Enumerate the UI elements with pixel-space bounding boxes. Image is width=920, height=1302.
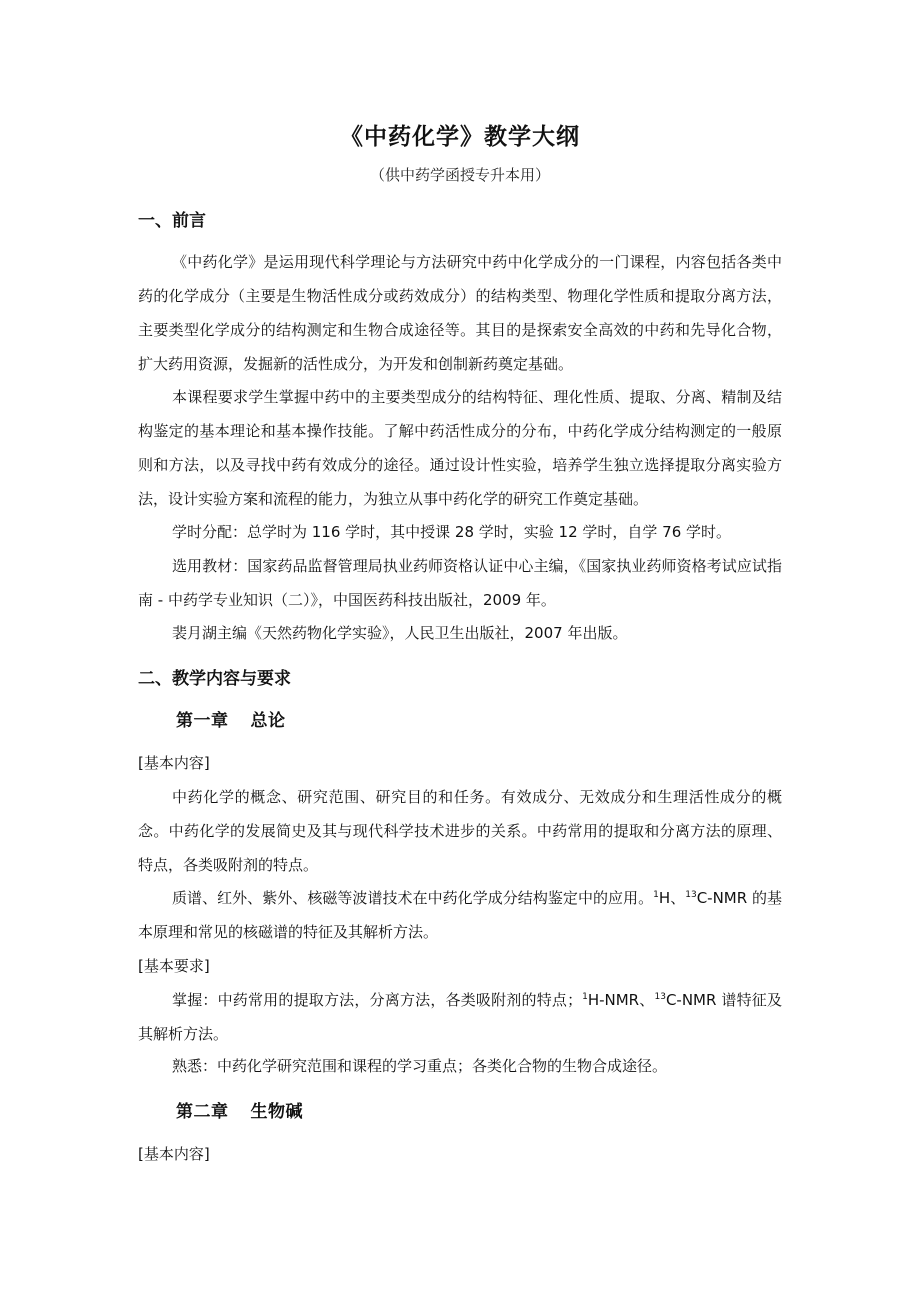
basic-content-tag: [基本内容] <box>138 754 210 772</box>
chapter-1-heading <box>176 706 286 731</box>
hours-paragraph: 学时分配：总学时为 116 学时，其中授课 28 学时，实验 12 学时，自学 76 学时。 <box>172 523 732 541</box>
chapter-1-content-1: 中药化学的概念、研究范围、研究目的和任务。有效成分、无效成分和生理活性成分的概念。中药化学的发展简史及其与现代科学技术进步的关系。中药常用的提取和分离方法的原理、特点，各类吸附剂的特点。 <box>138 788 782 874</box>
chapter-1-familiar: 熟悉：中药化学研究范围和课程的学习重点；各类化合物的生物合成途径。 <box>172 1057 668 1075</box>
textbook-paragraph-1: 选用教材：国家药品监督管理局执业药师资格认证中心主编，《国家执业药师资格考试应试指南 - 中药学专业知识（二）》，中国医药科技出版社，2009 年。 <box>138 557 782 609</box>
chapter-2-heading <box>176 1097 303 1122</box>
intro-paragraph-1: 《中药化学》是运用现代科学理论与方法研究中药中化学成分的一门课程，内容包括各类中药的化学成分（主要是生物活性成分或药效成分）的结构类型、物理化学性质和提取分离方法，主要类型化学成分的结构测定和生物合成途径等。其目的是探索安全高效的中药和先导化合物，扩大药用资源，发掘新的活性成分，为开发和创制新药奠定基础。 <box>138 253 782 373</box>
chapter-1-number: 第一章 <box>176 711 229 731</box>
document-subtitle: （供中药学函授专升本用） <box>369 166 550 184</box>
chapter-1-master: 掌握：中药常用的提取方法，分离方法，各类吸附剂的特点；$^1$H-NMR、$^{13}$C-NMR 谱特征及其解析方法。 <box>138 991 782 1043</box>
intro-paragraph-2: 本课程要求学生掌握中药中的主要类型成分的结构特征、理化性质、提取、分离、精制及结构鉴定的基本理论和基本操作技能。了解中药活性成分的分布，中药化学成分结构测定的一般原则和方法，以及寻找中药有效成分的途径。通过设计性实验，培养学生独立选择提取分离实验方法，设计实验方案和流程的能力，为独立从事中药化学的研究工作奠定基础。 <box>138 388 782 508</box>
chapter-2-name: 生物碱 <box>250 1102 303 1122</box>
chapter-2-basic-content-tag: [基本内容] <box>138 1145 210 1163</box>
chapter-2-number: 第二章 <box>176 1102 229 1122</box>
basic-requirement-tag: [基本要求] <box>138 957 210 975</box>
section-heading-content: 二、教学内容与要求 <box>138 669 291 689</box>
section-heading-preface: 一、前言 <box>138 211 206 231</box>
document-title: 《中药化学》教学大纲 <box>340 124 580 150</box>
chapter-1-name: 总论 <box>250 711 286 731</box>
textbook-paragraph-2: 裴月湖主编《天然药物化学实验》，人民卫生出版社，2007 年出版。 <box>172 624 628 642</box>
chapter-1-content-2: 质谱、红外、紫外、核磁等波谱技术在中药化学成分结构鉴定中的应用。$^1$H、$^{13}$C-NMR 的基本原理和常见的核磁谱的特征及其解析方法。 <box>138 889 782 941</box>
